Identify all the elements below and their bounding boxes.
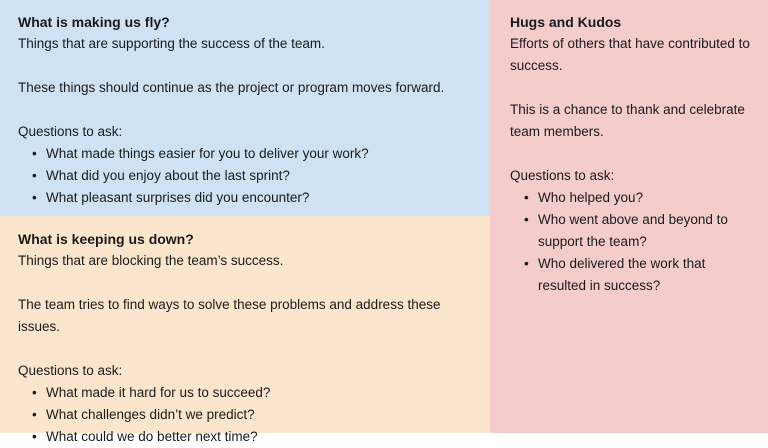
- questions-list: [18, 143, 476, 209]
- question-item: • What did you enjoy about the last sprint?: [46, 165, 476, 187]
- panel-description: Things that are blocking the team’s success.: [18, 253, 284, 268]
- question-item: • Who helped you?: [538, 187, 754, 209]
- panel-description: Efforts of others that have contributed to success.: [510, 36, 750, 73]
- questions-label: Questions to ask:: [18, 363, 123, 378]
- question-item: • What could we do better next time?: [46, 426, 476, 448]
- panel-hugs-and-kudos: [490, 0, 768, 433]
- panel-description: Things that are supporting the success of the team.: [18, 36, 325, 51]
- questions-label: Questions to ask:: [18, 124, 123, 139]
- panel-making-us-fly: [0, 0, 490, 216]
- panel-title: What is making us fly?: [18, 14, 170, 30]
- questions-list: [18, 382, 476, 448]
- panel-title: What is keeping us down?: [18, 231, 194, 247]
- question-item: • What pleasant surprises did you encounter?: [46, 187, 476, 209]
- question-item: • What made things easier for you to deliver your work?: [46, 143, 476, 165]
- question-item: • Who delivered the work that resulted in success?: [538, 253, 754, 297]
- panel-note: This is a chance to thank and celebrate team members.: [510, 102, 745, 139]
- questions-list: [510, 187, 754, 297]
- questions-label: Questions to ask:: [510, 168, 615, 183]
- panel-title: Hugs and Kudos: [510, 14, 622, 30]
- question-item: • What made it hard for us to succeed?: [46, 382, 476, 404]
- panel-note: The team tries to find ways to solve these problems and address these issues.: [18, 297, 441, 334]
- panel-keeping-us-down: [0, 216, 490, 444]
- question-item: • Who went above and beyond to support the team?: [538, 209, 754, 253]
- question-item: • What challenges didn’t we predict?: [46, 404, 476, 426]
- panel-note: These things should continue as the project or program moves forward.: [18, 80, 445, 95]
